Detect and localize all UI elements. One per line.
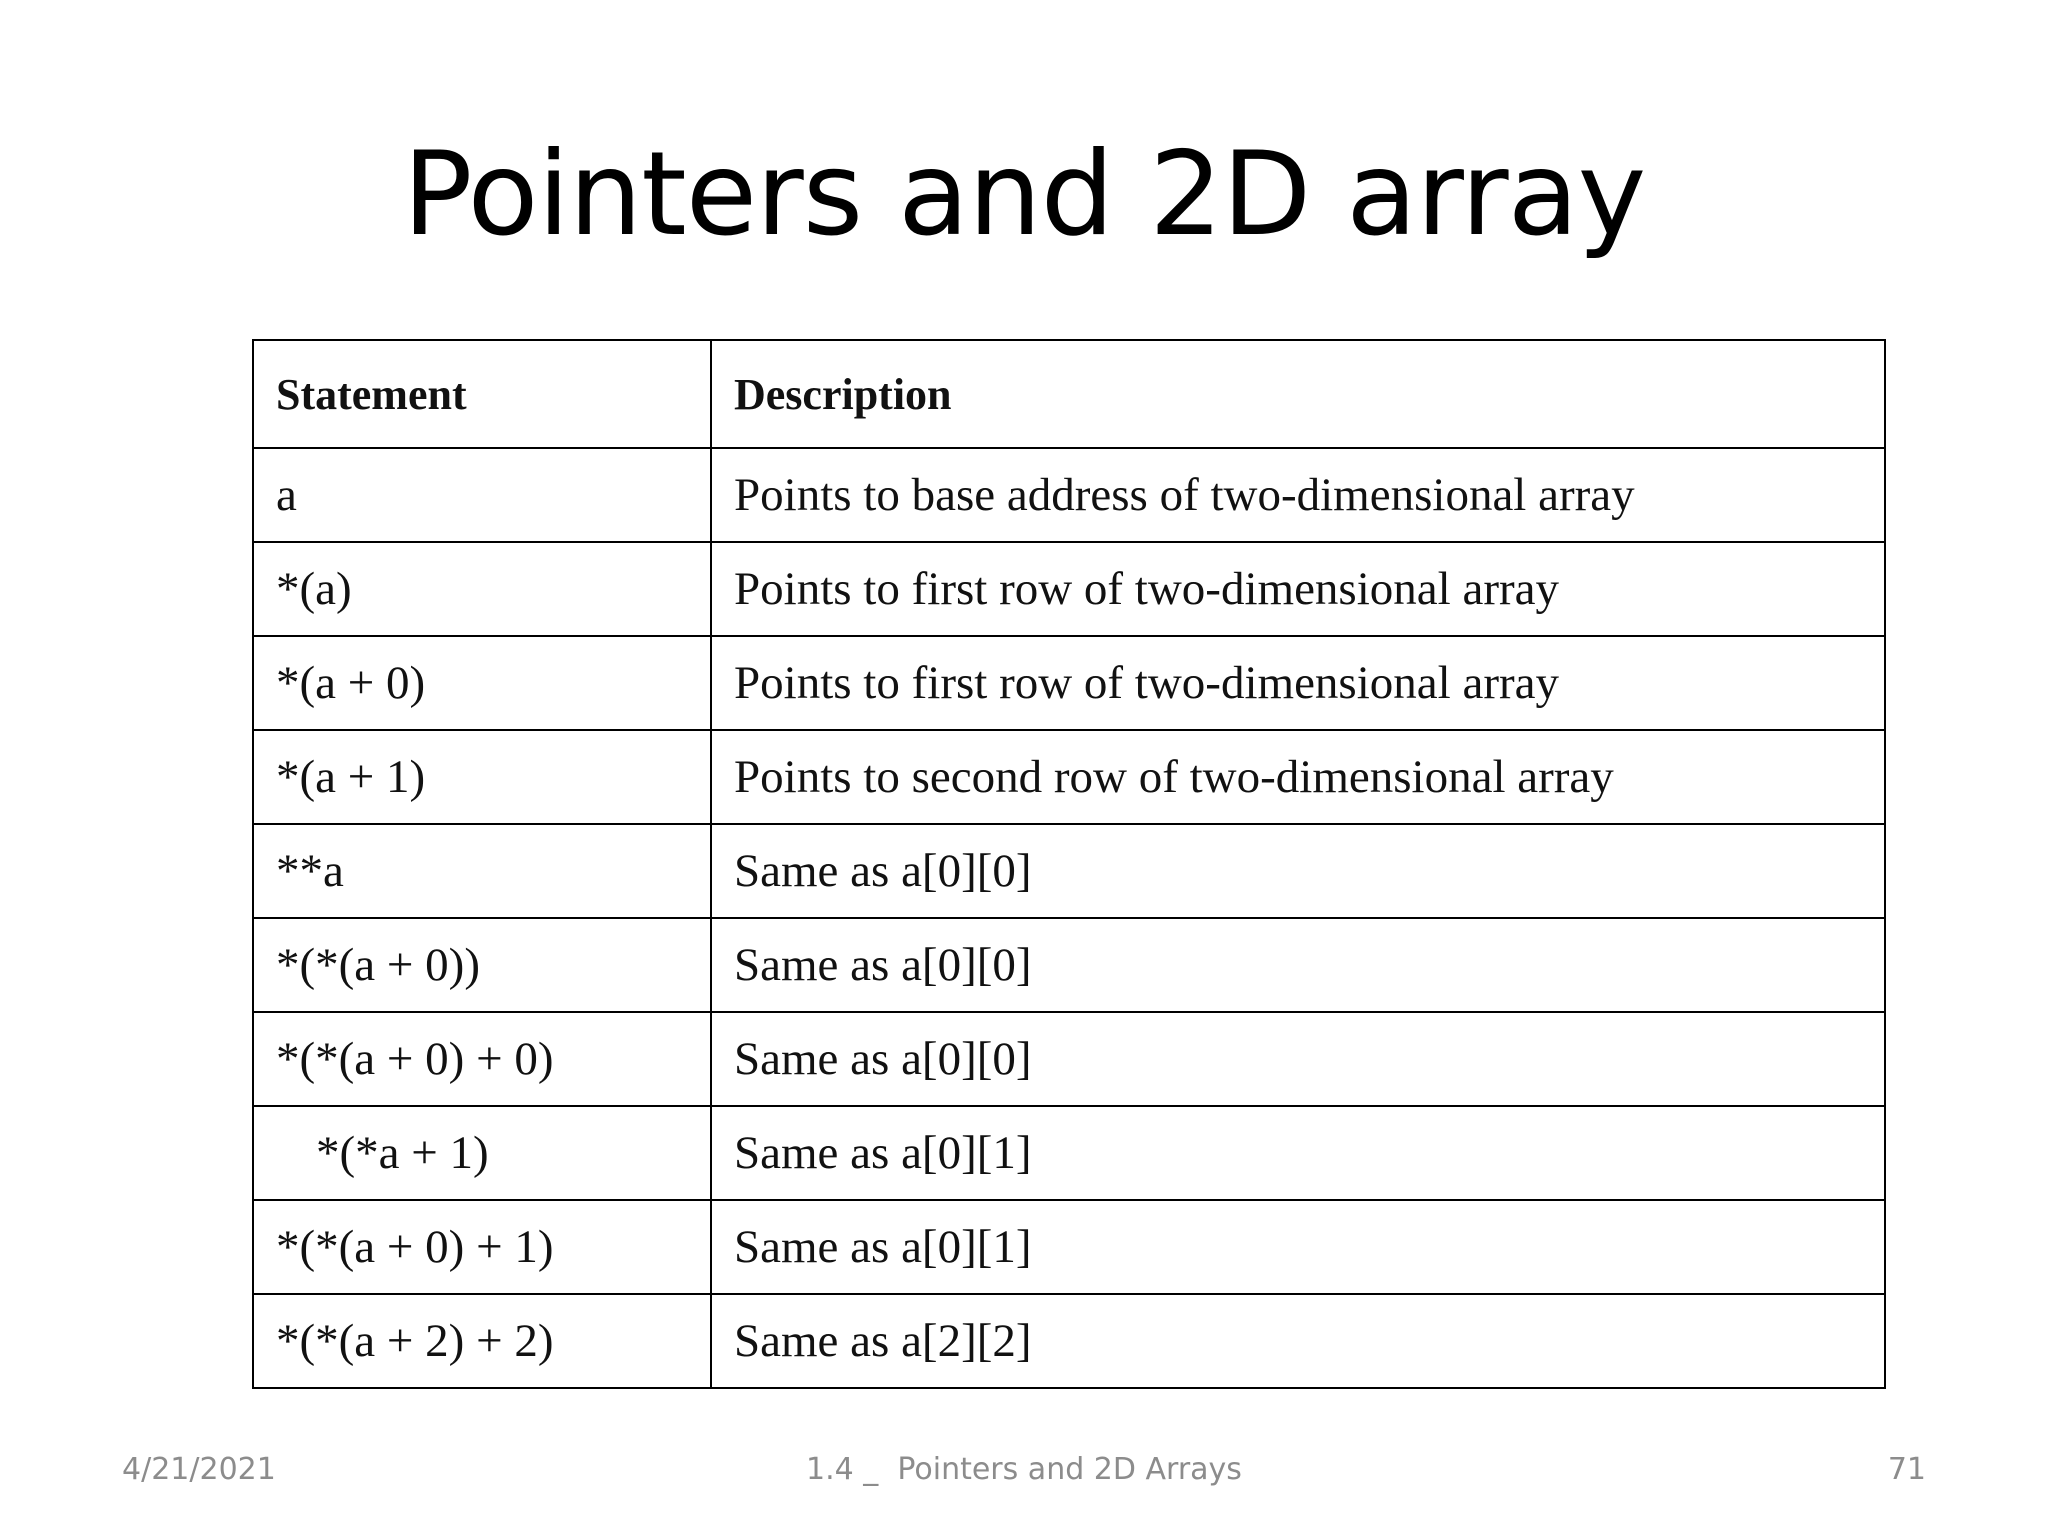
description-cell: Points to first row of two-dimensional array (711, 636, 1885, 730)
column-header-statement: Statement (253, 340, 711, 448)
description-cell: Same as a[0][0] (711, 824, 1885, 918)
statement-cell: *(a) (253, 542, 711, 636)
table-row (253, 824, 1885, 918)
slide-number: 71 (1887, 1452, 1926, 1487)
table-header-row (253, 340, 1885, 448)
table-row (253, 448, 1885, 542)
statement-cell: *(*(a + 0) + 1) (253, 1200, 711, 1294)
statement-cell: *(a + 1) (253, 730, 711, 824)
table-row (253, 1200, 1885, 1294)
statement-cell: a (253, 448, 711, 542)
statement-cell: *(*(a + 2) + 2) (253, 1294, 711, 1388)
footer-title: 1.4 _ Pointers and 2D Arrays (806, 1452, 1242, 1487)
description-cell: Points to base address of two-dimensional array (711, 448, 1885, 542)
statement-cell: **a (253, 824, 711, 918)
footer-date: 4/21/2021 (122, 1452, 276, 1487)
description-cell: Same as a[0][1] (711, 1200, 1885, 1294)
table-row (253, 1012, 1885, 1106)
table-row (253, 542, 1885, 636)
description-cell: Same as a[0][0] (711, 918, 1885, 1012)
table-row (253, 1294, 1885, 1388)
statement-cell: *(*(a + 0)) (253, 918, 711, 1012)
description-cell: Points to second row of two-dimensional array (711, 730, 1885, 824)
description-cell: Same as a[0][1] (711, 1106, 1885, 1200)
statement-cell: *(*(a + 0) + 0) (253, 1012, 711, 1106)
statement-cell: *(*a + 1) (253, 1106, 711, 1200)
statement-cell: *(a + 0) (253, 636, 711, 730)
pointer-table (252, 339, 1886, 1389)
column-header-description: Description (711, 340, 1885, 448)
description-cell: Points to first row of two-dimensional array (711, 542, 1885, 636)
description-cell: Same as a[2][2] (711, 1294, 1885, 1388)
slide-title: Pointers and 2D array (402, 127, 1646, 262)
table-row (253, 1106, 1885, 1200)
table-row (253, 918, 1885, 1012)
description-cell: Same as a[0][0] (711, 1012, 1885, 1106)
table-row (253, 730, 1885, 824)
table-row (253, 636, 1885, 730)
